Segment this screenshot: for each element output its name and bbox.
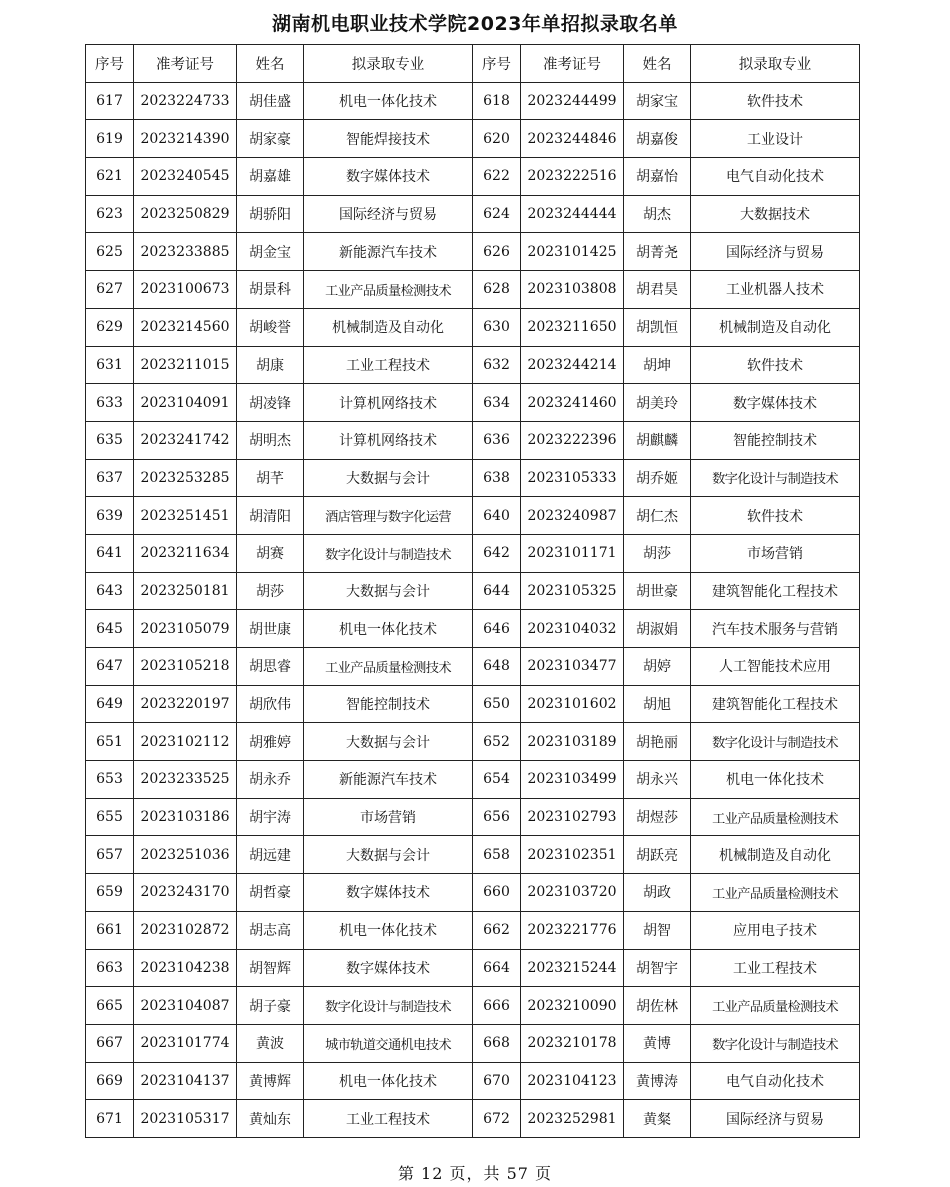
major-cell: 国际经济与贸易 [691,233,860,271]
seq-cell: 635 [86,421,134,459]
table-row [86,874,860,912]
major-cell: 软件技术 [691,497,860,535]
seq-cell: 652 [473,723,521,761]
seq-cell: 638 [473,459,521,497]
seq-cell: 650 [473,685,521,723]
exam-id-cell: 2023220197 [134,685,237,723]
table-row [86,233,860,271]
exam-id-cell: 2023244499 [521,82,624,120]
exam-id-cell: 2023233525 [134,761,237,799]
exam-id-cell: 2023241742 [134,421,237,459]
major-cell: 数字化设计与制造技术 [691,723,860,761]
exam-id-cell: 2023222396 [521,421,624,459]
seq-cell: 637 [86,459,134,497]
page-number: 第 12 页，共 57 页 [397,1164,553,1183]
exam-id-cell: 2023101425 [521,233,624,271]
table-row [86,648,860,686]
major-cell: 数字媒体技术 [304,158,473,196]
seq-cell: 639 [86,497,134,535]
seq-cell: 666 [473,987,521,1025]
exam-id-cell: 2023101602 [521,685,624,723]
seq-cell: 658 [473,836,521,874]
exam-id-cell: 2023240545 [134,158,237,196]
major-cell: 城市轨道交通机电技术 [304,1024,473,1062]
name-cell: 胡淑娟 [624,610,691,648]
name-cell: 胡子豪 [237,987,304,1025]
exam-id-cell: 2023211015 [134,346,237,384]
name-cell: 胡凯恒 [624,308,691,346]
major-cell: 机电一体化技术 [304,610,473,648]
seq-cell: 660 [473,874,521,912]
name-cell: 胡远建 [237,836,304,874]
exam-id-cell: 2023103189 [521,723,624,761]
major-cell: 新能源汽车技术 [304,233,473,271]
seq-cell: 662 [473,911,521,949]
major-cell: 汽车技术服务与营销 [691,610,860,648]
major-cell: 数字媒体技术 [304,874,473,912]
seq-cell: 644 [473,572,521,610]
name-cell: 胡景科 [237,271,304,309]
major-cell: 大数据与会计 [304,459,473,497]
exam-id-cell: 2023211650 [521,308,624,346]
name-cell: 胡美玲 [624,384,691,422]
major-cell: 建筑智能化工程技术 [691,572,860,610]
major-cell: 应用电子技术 [691,911,860,949]
name-cell: 胡乔姬 [624,459,691,497]
seq-cell: 667 [86,1024,134,1062]
exam-id-cell: 2023100673 [134,271,237,309]
name-cell: 胡峻誉 [237,308,304,346]
exam-id-cell: 2023251036 [134,836,237,874]
seq-cell: 669 [86,1062,134,1100]
major-cell: 工业机器人技术 [691,271,860,309]
exam-id-cell: 2023103186 [134,798,237,836]
name-cell: 胡思睿 [237,648,304,686]
seq-cell: 626 [473,233,521,271]
name-cell: 胡永乔 [237,761,304,799]
table-row [86,836,860,874]
seq-cell: 633 [86,384,134,422]
table-row [86,82,860,120]
name-cell: 胡凌锋 [237,384,304,422]
name-cell: 胡嘉雄 [237,158,304,196]
name-cell: 胡家宝 [624,82,691,120]
seq-cell: 646 [473,610,521,648]
seq-cell: 665 [86,987,134,1025]
exam-id-cell: 2023105317 [134,1100,237,1138]
exam-id-cell: 2023214560 [134,308,237,346]
seq-cell: 654 [473,761,521,799]
major-cell: 软件技术 [691,82,860,120]
major-cell: 人工智能技术应用 [691,648,860,686]
table-row [86,610,860,648]
name-cell: 胡家豪 [237,120,304,158]
seq-cell: 645 [86,610,134,648]
exam-id-cell: 2023103808 [521,271,624,309]
seq-cell: 648 [473,648,521,686]
table-row [86,761,860,799]
table-row [86,987,860,1025]
table-row [86,572,860,610]
exam-id-cell: 2023104123 [521,1062,624,1100]
name-header: 姓名 [237,45,304,83]
seq-cell: 634 [473,384,521,422]
table-row [86,949,860,987]
exam-id-cell: 2023104137 [134,1062,237,1100]
major-cell: 机电一体化技术 [304,1062,473,1100]
major-cell: 机电一体化技术 [691,761,860,799]
major-cell: 国际经济与贸易 [304,195,473,233]
major-cell: 计算机网络技术 [304,421,473,459]
name-cell: 黄灿东 [237,1100,304,1138]
major-cell: 计算机网络技术 [304,384,473,422]
table-row [86,421,860,459]
table-row [86,911,860,949]
seq-cell: 657 [86,836,134,874]
seq-cell: 672 [473,1100,521,1138]
name-cell: 胡芊 [237,459,304,497]
major-cell: 数字化设计与制造技术 [691,459,860,497]
exam-id-cell: 2023240987 [521,497,624,535]
name-cell: 胡雅婷 [237,723,304,761]
exam-id-cell: 2023102872 [134,911,237,949]
major-cell: 机电一体化技术 [304,82,473,120]
exam-id-cell: 2023250181 [134,572,237,610]
table-header-row [86,45,860,83]
seq-cell: 653 [86,761,134,799]
table-row [86,685,860,723]
exam-id-cell: 2023252981 [521,1100,624,1138]
document-title: 湖南机电职业技术学院2023年单招拟录取名单 [272,13,678,35]
name-cell: 胡跃亮 [624,836,691,874]
seq-cell: 621 [86,158,134,196]
exam-id-cell: 2023244846 [521,120,624,158]
seq-header: 序号 [473,45,521,83]
exam-id-cell: 2023103499 [521,761,624,799]
major-header: 拟录取专业 [304,45,473,83]
exam-id-cell: 2023241460 [521,384,624,422]
name-cell: 胡煜莎 [624,798,691,836]
name-cell: 胡婷 [624,648,691,686]
seq-cell: 656 [473,798,521,836]
seq-cell: 620 [473,120,521,158]
exam-id-cell: 2023214390 [134,120,237,158]
table-row [86,459,860,497]
major-cell: 大数据技术 [691,195,860,233]
seq-cell: 643 [86,572,134,610]
major-cell: 市场营销 [304,798,473,836]
exam-id-cell: 2023244444 [521,195,624,233]
exam-id-cell: 2023101171 [521,534,624,572]
seq-cell: 617 [86,82,134,120]
name-cell: 胡麒麟 [624,421,691,459]
name-cell: 胡康 [237,346,304,384]
table-row [86,534,860,572]
seq-cell: 630 [473,308,521,346]
name-cell: 黄博 [624,1024,691,1062]
name-header: 姓名 [624,45,691,83]
major-cell: 工业产品质量检测技术 [691,987,860,1025]
seq-header: 序号 [86,45,134,83]
name-cell: 胡君昊 [624,271,691,309]
table-row [86,120,860,158]
admission-table [85,44,860,1138]
major-cell: 机械制造及自动化 [691,308,860,346]
exam-id-cell: 2023253285 [134,459,237,497]
seq-cell: 671 [86,1100,134,1138]
seq-cell: 624 [473,195,521,233]
name-cell: 黄波 [237,1024,304,1062]
exam-id-cell: 2023244214 [521,346,624,384]
major-cell: 市场营销 [691,534,860,572]
table-row [86,1024,860,1062]
exam-id-cell: 2023224733 [134,82,237,120]
exam-id-cell: 2023101774 [134,1024,237,1062]
seq-cell: 664 [473,949,521,987]
major-header: 拟录取专业 [691,45,860,83]
major-cell: 机械制造及自动化 [691,836,860,874]
table-row [86,1062,860,1100]
name-cell: 胡欣伟 [237,685,304,723]
major-cell: 智能控制技术 [691,421,860,459]
major-cell: 数字化设计与制造技术 [304,987,473,1025]
name-cell: 胡佳盛 [237,82,304,120]
exam-id-cell: 2023233885 [134,233,237,271]
name-cell: 胡清阳 [237,497,304,535]
major-cell: 电气自动化技术 [691,158,860,196]
exam-id-cell: 2023104032 [521,610,624,648]
major-cell: 机电一体化技术 [304,911,473,949]
exam-id-cell: 2023102351 [521,836,624,874]
seq-cell: 625 [86,233,134,271]
name-cell: 胡智 [624,911,691,949]
major-cell: 数字化设计与制造技术 [691,1024,860,1062]
major-cell: 工业产品质量检测技术 [304,271,473,309]
name-cell: 胡赛 [237,534,304,572]
major-cell: 数字媒体技术 [304,949,473,987]
seq-cell: 632 [473,346,521,384]
major-cell: 机械制造及自动化 [304,308,473,346]
name-cell: 胡菁尧 [624,233,691,271]
exam-id-cell: 2023105079 [134,610,237,648]
seq-cell: 627 [86,271,134,309]
exam-id-cell: 2023105333 [521,459,624,497]
name-cell: 胡艳丽 [624,723,691,761]
table-body [86,82,860,1137]
name-cell: 胡智宇 [624,949,691,987]
seq-cell: 622 [473,158,521,196]
name-cell: 胡金宝 [237,233,304,271]
seq-cell: 663 [86,949,134,987]
major-cell: 工业产品质量检测技术 [691,874,860,912]
table-row [86,1100,860,1138]
name-cell: 胡世康 [237,610,304,648]
major-cell: 电气自动化技术 [691,1062,860,1100]
major-cell: 智能焊接技术 [304,120,473,158]
major-cell: 酒店管理与数字化运营 [304,497,473,535]
major-cell: 大数据与会计 [304,572,473,610]
name-cell: 胡志高 [237,911,304,949]
name-cell: 胡旭 [624,685,691,723]
table-row [86,798,860,836]
seq-cell: 649 [86,685,134,723]
major-cell: 数字化设计与制造技术 [304,534,473,572]
name-cell: 胡坤 [624,346,691,384]
seq-cell: 642 [473,534,521,572]
major-cell: 工业产品质量检测技术 [691,798,860,836]
seq-cell: 651 [86,723,134,761]
major-cell: 国际经济与贸易 [691,1100,860,1138]
exam-id-cell: 2023105218 [134,648,237,686]
table-row [86,497,860,535]
exam-id-cell: 2023104238 [134,949,237,987]
major-cell: 大数据与会计 [304,723,473,761]
exam-id-header: 准考证号 [134,45,237,83]
seq-cell: 659 [86,874,134,912]
name-cell: 黄粲 [624,1100,691,1138]
name-cell: 胡莎 [237,572,304,610]
seq-cell: 636 [473,421,521,459]
exam-id-cell: 2023104087 [134,987,237,1025]
seq-cell: 618 [473,82,521,120]
major-cell: 新能源汽车技术 [304,761,473,799]
name-cell: 胡世豪 [624,572,691,610]
seq-cell: 668 [473,1024,521,1062]
name-cell: 胡哲豪 [237,874,304,912]
table-row [86,308,860,346]
seq-cell: 628 [473,271,521,309]
exam-id-cell: 2023102793 [521,798,624,836]
table-row [86,346,860,384]
name-cell: 胡永兴 [624,761,691,799]
seq-cell: 631 [86,346,134,384]
table-row [86,271,860,309]
exam-id-cell: 2023104091 [134,384,237,422]
name-cell: 黄博辉 [237,1062,304,1100]
major-cell: 工业工程技术 [304,346,473,384]
name-cell: 胡嘉怡 [624,158,691,196]
table-row [86,723,860,761]
exam-id-cell: 2023222516 [521,158,624,196]
name-cell: 胡佐林 [624,987,691,1025]
table-row [86,195,860,233]
name-cell: 胡骄阳 [237,195,304,233]
seq-cell: 619 [86,120,134,158]
seq-cell: 647 [86,648,134,686]
major-cell: 工业工程技术 [691,949,860,987]
exam-id-cell: 2023103720 [521,874,624,912]
major-cell: 工业工程技术 [304,1100,473,1138]
name-cell: 胡明杰 [237,421,304,459]
exam-id-cell: 2023251451 [134,497,237,535]
major-cell: 大数据与会计 [304,836,473,874]
major-cell: 工业设计 [691,120,860,158]
name-cell: 胡仁杰 [624,497,691,535]
table-row [86,158,860,196]
seq-cell: 640 [473,497,521,535]
major-cell: 软件技术 [691,346,860,384]
table-row [86,384,860,422]
exam-id-cell: 2023211634 [134,534,237,572]
seq-cell: 670 [473,1062,521,1100]
name-cell: 胡宇涛 [237,798,304,836]
name-cell: 胡智辉 [237,949,304,987]
seq-cell: 655 [86,798,134,836]
major-cell: 建筑智能化工程技术 [691,685,860,723]
exam-id-cell: 2023103477 [521,648,624,686]
exam-id-cell: 2023210090 [521,987,624,1025]
exam-id-cell: 2023215244 [521,949,624,987]
exam-id-cell: 2023105325 [521,572,624,610]
name-cell: 黄博涛 [624,1062,691,1100]
exam-id-cell: 2023102112 [134,723,237,761]
exam-id-cell: 2023221776 [521,911,624,949]
name-cell: 胡嘉俊 [624,120,691,158]
seq-cell: 623 [86,195,134,233]
exam-id-cell: 2023250829 [134,195,237,233]
seq-cell: 641 [86,534,134,572]
major-cell: 智能控制技术 [304,685,473,723]
seq-cell: 629 [86,308,134,346]
major-cell: 数字媒体技术 [691,384,860,422]
exam-id-cell: 2023210178 [521,1024,624,1062]
major-cell: 工业产品质量检测技术 [304,648,473,686]
exam-id-cell: 2023243170 [134,874,237,912]
exam-id-header: 准考证号 [521,45,624,83]
name-cell: 胡莎 [624,534,691,572]
name-cell: 胡政 [624,874,691,912]
seq-cell: 661 [86,911,134,949]
name-cell: 胡杰 [624,195,691,233]
